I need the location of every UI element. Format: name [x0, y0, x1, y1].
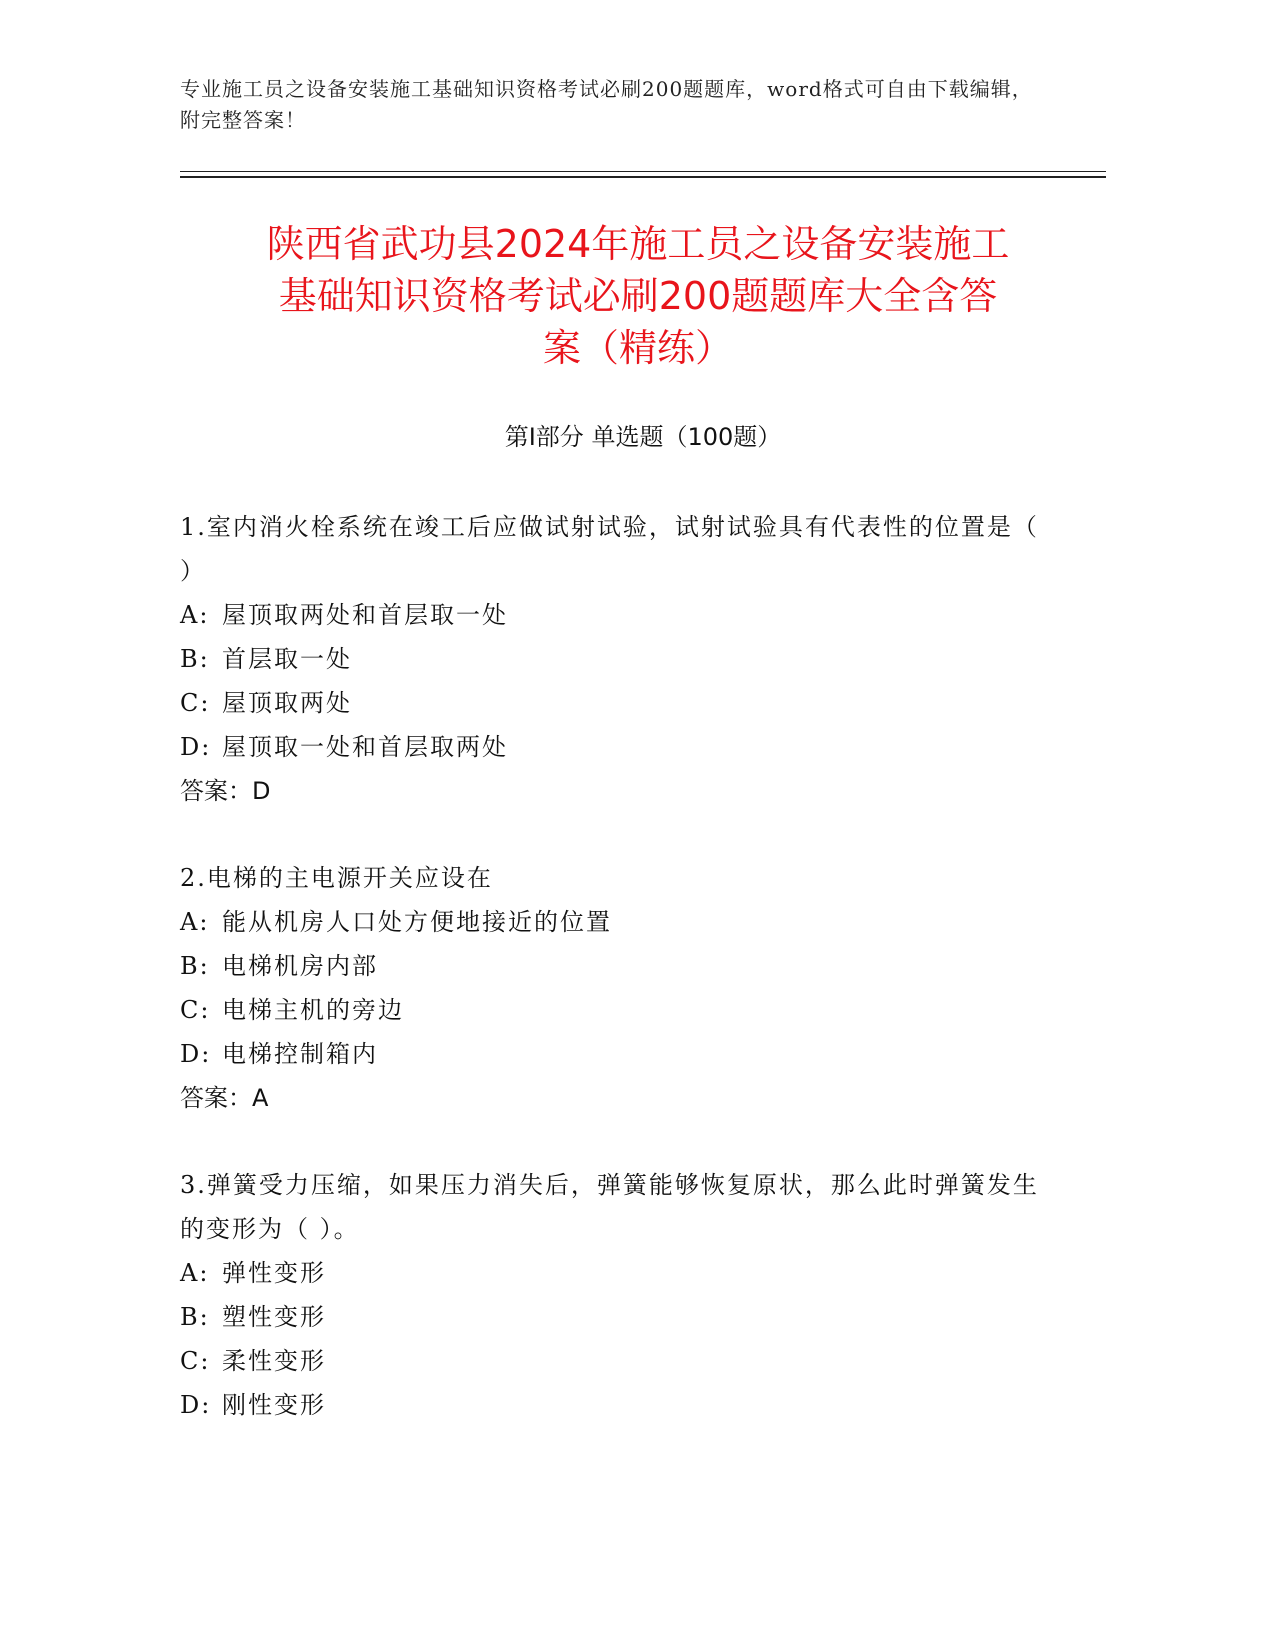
answer-line: 答案：A [180, 1084, 269, 1112]
option-text: 电梯主机的旁边 [222, 996, 404, 1024]
option-b [180, 637, 1040, 681]
option-letter: B: [180, 952, 210, 980]
option-text: 弹性变形 [222, 1259, 326, 1287]
option-letter: B: [180, 1303, 210, 1331]
option-letter: B: [180, 645, 210, 673]
option-letter: C: [180, 689, 211, 717]
document-title [170, 218, 1106, 374]
option-d [180, 1032, 1040, 1076]
option-d [180, 725, 1040, 769]
option-c [180, 681, 1040, 725]
option-letter: A: [180, 601, 210, 629]
option-text: 柔性变形 [222, 1347, 326, 1375]
header-divider-thin [180, 171, 1106, 172]
option-text: 塑性变形 [222, 1303, 326, 1331]
option-b [180, 1295, 1040, 1339]
question-2 [180, 856, 1040, 1120]
option-text: 电梯机房内部 [222, 952, 378, 980]
question-1 [180, 505, 1040, 813]
document-title-line: 案（精练） [542, 326, 733, 370]
section-heading: 第I部分 单选题（100题） [504, 423, 782, 451]
option-a [180, 593, 1040, 637]
option-letter: A: [180, 1259, 210, 1287]
option-text: 首层取一处 [222, 645, 352, 673]
option-letter: D: [180, 1040, 212, 1068]
option-d [180, 1383, 1040, 1427]
option-a [180, 1251, 1040, 1295]
option-text: 屋顶取两处 [222, 689, 352, 717]
answer-line: 答案：D [180, 777, 271, 805]
header-note: 专业施工员之设备安装施工基础知识资格考试必刷200题题库，word格式可自由下载编辑，附完整答案！ [180, 77, 1033, 132]
question-stem: 1.室内消火栓系统在竣工后应做试射试验，试射试验具有代表性的位置是（ ） [180, 513, 1039, 585]
document-title-line: 基础知识资格考试必刷200题题库大全含答 [278, 274, 998, 318]
option-a [180, 900, 1040, 944]
question-stem: 2.电梯的主电源开关应设在 [180, 864, 493, 892]
option-text: 能从机房人口处方便地接近的位置 [222, 908, 612, 936]
question-list [180, 505, 1040, 1470]
header-divider-thick [180, 176, 1106, 178]
option-text: 屋顶取两处和首层取一处 [222, 601, 508, 629]
option-letter: C: [180, 1347, 211, 1375]
question-stem: 3.弹簧受力压缩，如果压力消失后，弹簧能够恢复原状，那么此时弹簧发生的变形为（ ）。 [180, 1171, 1039, 1243]
option-text: 屋顶取一处和首层取两处 [222, 733, 508, 761]
option-c [180, 988, 1040, 1032]
option-letter: D: [180, 1391, 212, 1419]
question-3 [180, 1163, 1040, 1427]
option-text: 刚性变形 [222, 1391, 326, 1419]
option-letter: D: [180, 733, 212, 761]
option-text: 电梯控制箱内 [222, 1040, 378, 1068]
option-letter: C: [180, 996, 211, 1024]
option-letter: A: [180, 908, 210, 936]
option-c [180, 1339, 1040, 1383]
option-b [180, 944, 1040, 988]
document-title-line: 陕西省武功县2024年施工员之设备安装施工 [266, 222, 1010, 266]
